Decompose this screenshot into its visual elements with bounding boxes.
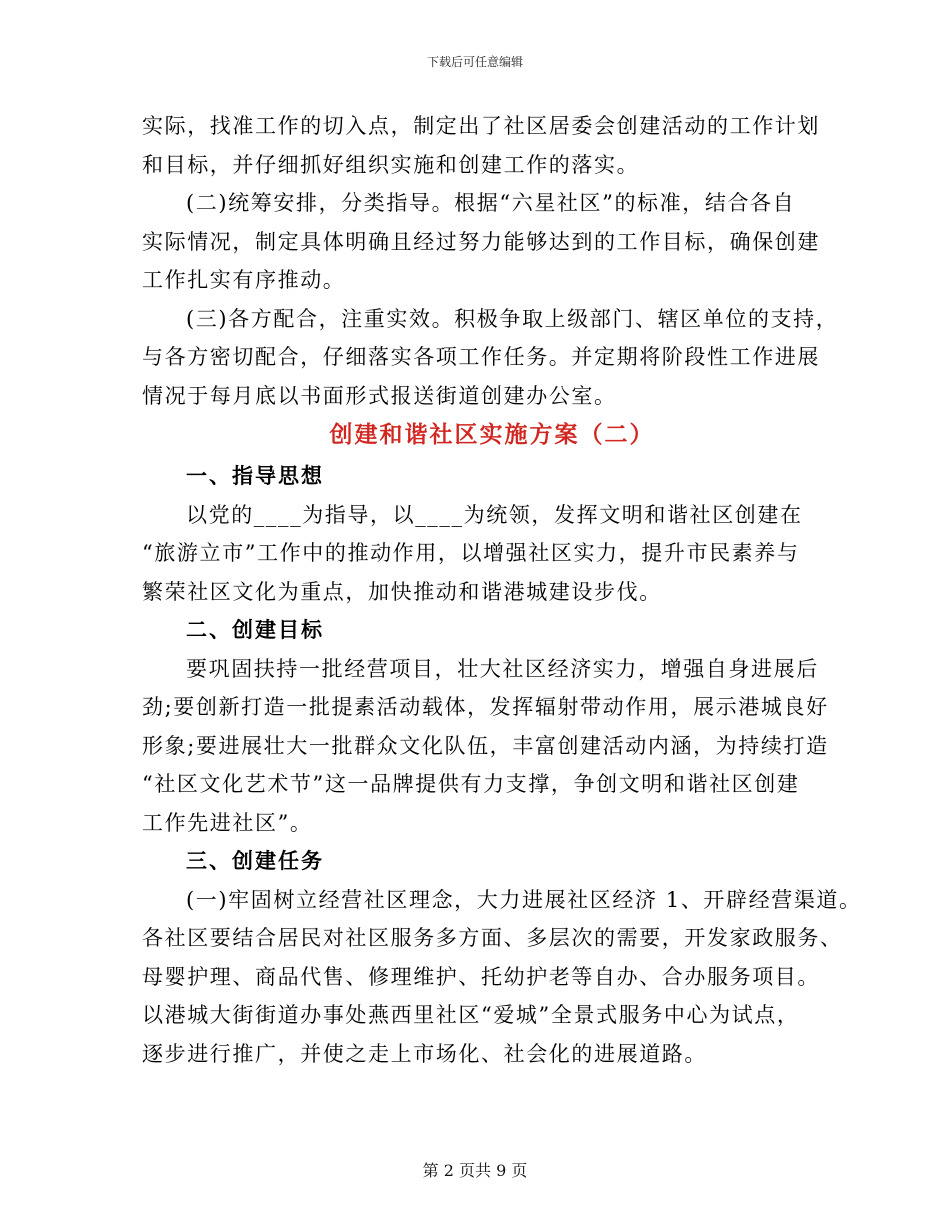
paragraph-line: 要巩固扶持一批经营项目，壮大社区经济实力，增强自身进展后: [186, 656, 819, 681]
paragraph-line: (一)牢固树立经营社区理念，大力进展社区经济 1、开辟经营渠道。: [186, 887, 862, 912]
paragraph-line: “社区文化艺术节”这一品牌提供有力支撑，争创文明和谐社区创建: [142, 772, 800, 796]
paragraph-line: 逐步进行推广，并使之走上市场化、社会化的进展道路。: [142, 1041, 707, 1066]
paragraph-line: 与各方密切配合，仔细落实各项工作任务。并定期将阶段性工作进展: [142, 345, 820, 369]
paragraph-line: 实际情况，制定具体明确且经过努力能够达到的工作目标，确保创建: [142, 229, 820, 254]
document-body: [142, 107, 862, 1073]
section-heading: 二、创建目标: [186, 617, 324, 642]
page-header: 下载后可任意编辑: [426, 55, 523, 69]
paragraph-line: 工作先进社区”。: [142, 810, 313, 835]
paragraph-line: 情况于每月底以书面形式报送街道创建办公室。: [142, 383, 617, 408]
paragraph-line: 工作扎实有序推动。: [142, 268, 346, 292]
paragraph-line: 以党的____为指导，以____为统领，发挥文明和谐社区创建在: [186, 502, 803, 527]
section-heading: 一、指导思想: [186, 463, 324, 488]
section-heading: 三、创建任务: [186, 848, 324, 873]
paragraph-line: (二)统筹安排，分类指导。根据“六星社区”的标准，结合各自: [186, 191, 796, 215]
paragraph-line: 以港城大街街道办事处燕西里社区“爱城”全景式服务中心为试点，: [142, 1003, 800, 1027]
paragraph-line: “旅游立市”工作中的推动作用，以增强社区实力，提升市民素养与: [142, 541, 800, 565]
paragraph-line: 劲;要创新打造一批提素活动载体，发挥辐射带动作用，展示港城良好: [142, 695, 829, 719]
paragraph-line: 各社区要结合居民对社区服务多方面、多层次的需要，开发家政服务、: [142, 926, 843, 950]
paragraph-line: 实际，找准工作的切入点，制定出了社区居委会创建活动的工作计划: [142, 114, 820, 138]
page-footer: 第 2 页共 9 页: [422, 1161, 528, 1180]
paragraph-line: 和目标，并仔细抓好组织实施和创建工作的落实。: [142, 152, 640, 177]
paragraph-line: 繁荣社区文化为重点，加快推动和谐港城建设步伐。: [142, 579, 662, 604]
document-title: 创建和谐社区实施方案（二）: [329, 421, 655, 448]
paragraph-line: (三)各方配合，注重实效。积极争取上级部门、辖区单位的支持，: [186, 306, 839, 331]
paragraph-line: 形象;要进展壮大一批群众文化队伍，丰富创建活动内涵，为持续打造: [142, 733, 829, 758]
paragraph-line: 母婴护理、商品代售、修理维护、托幼护老等自办、合办服务项目。: [142, 964, 820, 989]
